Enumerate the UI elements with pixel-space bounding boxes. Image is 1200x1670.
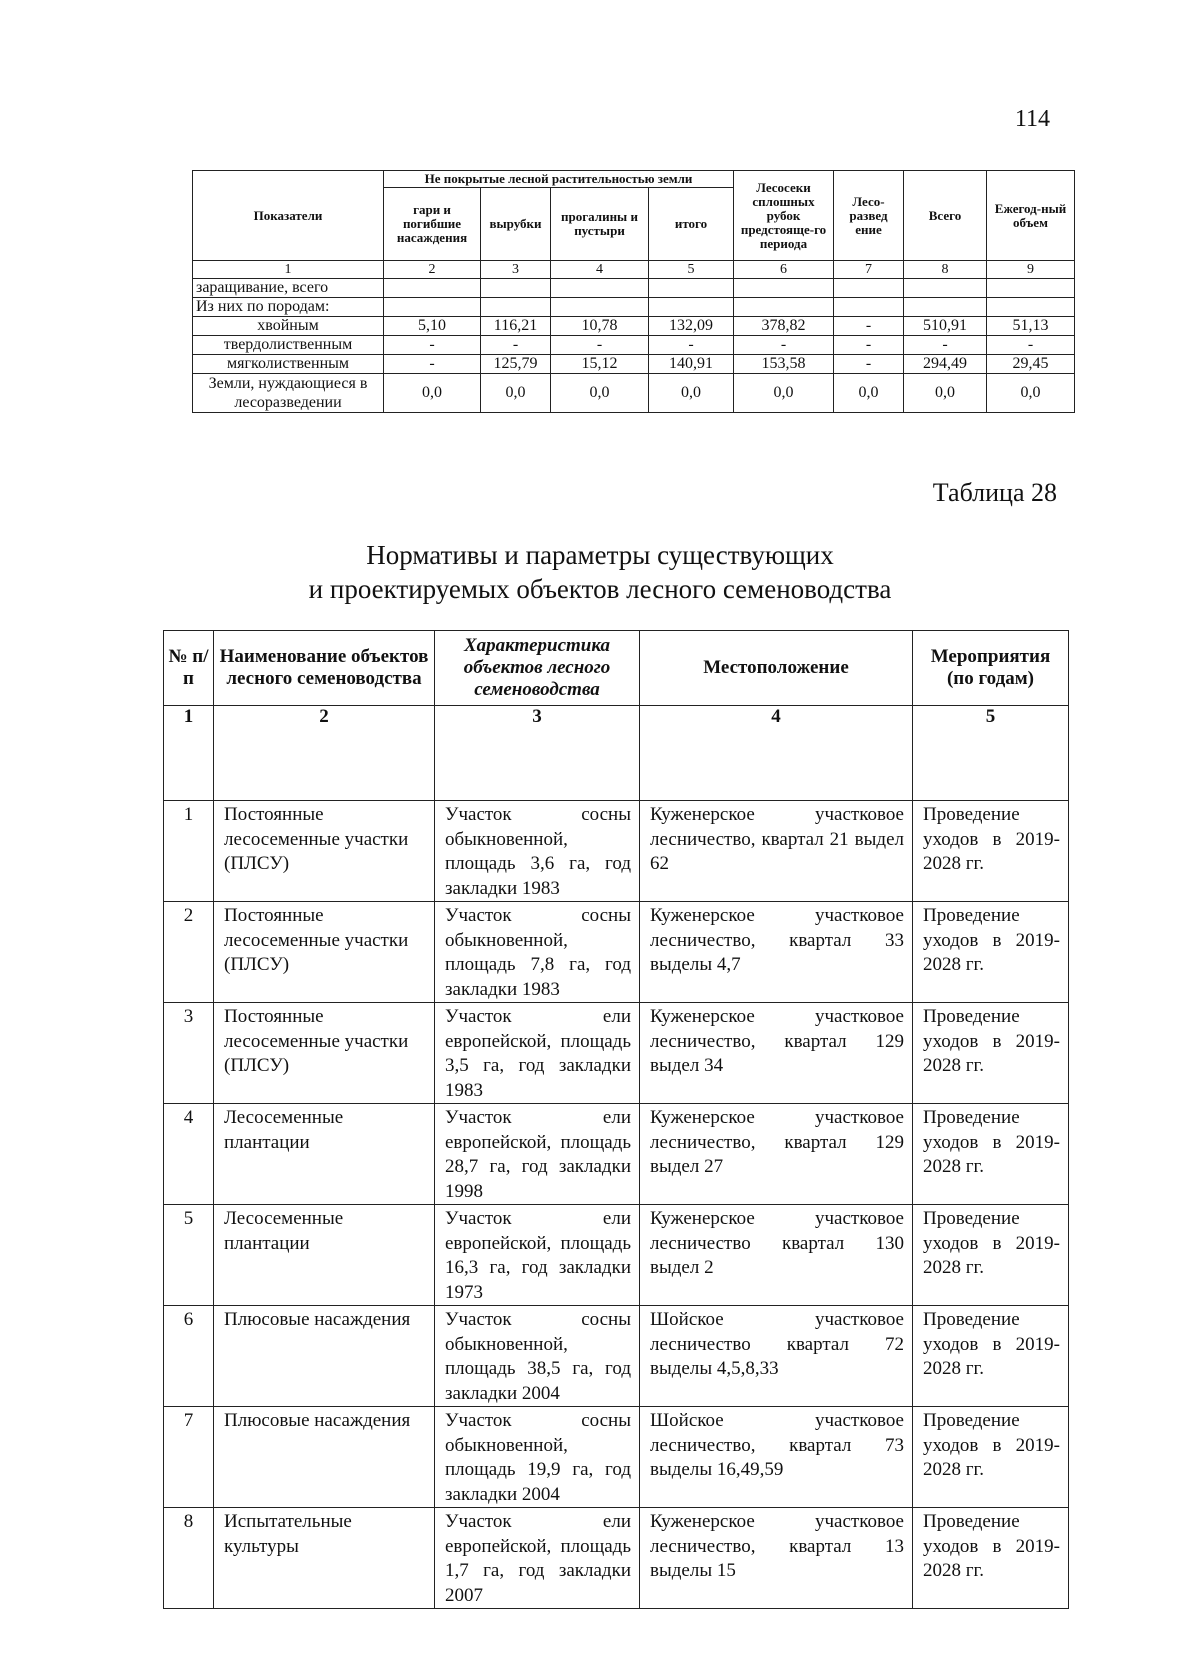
cell: - (834, 317, 904, 336)
cell: - (834, 355, 904, 374)
cell: - (481, 336, 551, 355)
header-burnt: гари и погибшие насаждения (384, 188, 481, 261)
object-measures: Проведение уходов в 2019-2028 гг. (913, 1003, 1069, 1104)
row-number: 7 (164, 1407, 214, 1508)
table-title (0, 538, 1200, 606)
cell: 153,58 (734, 355, 834, 374)
object-measures: Проведение уходов в 2019-2028 гг. (913, 902, 1069, 1003)
object-measures: Проведение уходов в 2019-2028 гг. (913, 1104, 1069, 1205)
header-forest-growing: Лесо-развед ение (834, 171, 904, 261)
cell (481, 298, 551, 317)
row-label: мягколиственным (193, 355, 384, 374)
page-number: 114 (1014, 106, 1050, 132)
header-row (164, 631, 1069, 706)
cell: - (551, 336, 649, 355)
header-indicators: Показатели (193, 171, 384, 261)
cell: 0,0 (904, 374, 987, 413)
row-number: 1 (164, 801, 214, 902)
table-number: Таблица 28 (932, 478, 1057, 507)
cell: 5,10 (384, 317, 481, 336)
col-num: 4 (551, 261, 649, 279)
cell (904, 298, 987, 317)
header-clearings: вырубки (481, 188, 551, 261)
col-num: 5 (913, 706, 1069, 801)
object-location: Шойское участковое лесничество квартал 72 выделы 4,5,8,33 (640, 1306, 913, 1407)
cell: - (834, 336, 904, 355)
cell: 0,0 (551, 374, 649, 413)
cell: - (987, 336, 1075, 355)
object-characteristic: Участок сосны обыкновенной, площадь 7,8 га, год закладки 1983 (435, 902, 640, 1003)
cell (734, 279, 834, 298)
object-measures: Проведение уходов в 2019-2028 гг. (913, 1205, 1069, 1306)
cell (649, 298, 734, 317)
col-num: 8 (904, 261, 987, 279)
header-group: Не покрытые лесной растительностью земли (384, 171, 734, 188)
table-row (193, 355, 1075, 374)
cell (551, 279, 649, 298)
cell (734, 298, 834, 317)
cell: 0,0 (481, 374, 551, 413)
object-name: Постоянные лесосеменные участки (ПЛСУ) (214, 902, 435, 1003)
cell (551, 298, 649, 317)
cell: 510,91 (904, 317, 987, 336)
col-num: 2 (214, 706, 435, 801)
object-location: Куженерское участковое лесничество, квартал 129 выдел 34 (640, 1003, 913, 1104)
object-name: Лесосеменные плантации (214, 1205, 435, 1306)
row-label: Из них по породам: (193, 298, 384, 317)
header-cell: Местоположение (640, 631, 913, 706)
object-measures: Проведение уходов в 2019-2028 гг. (913, 1508, 1069, 1609)
row-number: 3 (164, 1003, 214, 1104)
cell: 0,0 (649, 374, 734, 413)
column-number-row (164, 706, 1069, 801)
row-label: твердолиственным (193, 336, 384, 355)
col-num: 4 (640, 706, 913, 801)
object-characteristic: Участок сосны обыкновенной, площадь 19,9 га, год закладки 2004 (435, 1407, 640, 1508)
seed-objects-table (163, 630, 1069, 1609)
cell: 125,79 (481, 355, 551, 374)
cell (384, 298, 481, 317)
table-title-line: Нормативы и параметры существующих (366, 540, 834, 570)
cell: - (384, 336, 481, 355)
object-name: Плюсовые насаждения (214, 1306, 435, 1407)
object-location: Куженерское участковое лесничество, квартал 33 выделы 4,7 (640, 902, 913, 1003)
header-total: итого (649, 188, 734, 261)
cell: 0,0 (834, 374, 904, 413)
object-characteristic: Участок ели европейской, площадь 1,7 га, год закладки 2007 (435, 1508, 640, 1609)
object-location: Куженерское участковое лесничество, квартал 13 выделы 15 (640, 1508, 913, 1609)
cell (649, 279, 734, 298)
cell (834, 279, 904, 298)
header-row (193, 171, 1075, 188)
object-location: Куженерское участковое лесничество квартал 130 выдел 2 (640, 1205, 913, 1306)
header-cutting-areas: Лесосеки сплошных рубок предстояще-го периода (734, 171, 834, 261)
cell: 116,21 (481, 317, 551, 336)
object-characteristic: Участок ели европейской, площадь 28,7 га, год закладки 1998 (435, 1104, 640, 1205)
object-name: Лесосеменные плантации (214, 1104, 435, 1205)
object-location: Куженерское участковое лесничество, квартал 129 выдел 27 (640, 1104, 913, 1205)
header-all: Всего (904, 171, 987, 261)
table-row (164, 1508, 1069, 1609)
table-row (193, 336, 1075, 355)
table-row (193, 317, 1075, 336)
object-characteristic: Участок ели европейской, площадь 3,5 га, год закладки 1983 (435, 1003, 640, 1104)
table-row (164, 1104, 1069, 1205)
header-cell: Характеристика объектов лесного семеноводства (435, 631, 640, 706)
col-num: 7 (834, 261, 904, 279)
cell: - (384, 355, 481, 374)
cell (834, 298, 904, 317)
cell: 29,45 (987, 355, 1075, 374)
object-characteristic: Участок сосны обыкновенной, площадь 3,6 га, год закладки 1983 (435, 801, 640, 902)
cell: 10,78 (551, 317, 649, 336)
object-location: Шойское участковое лесничество, квартал 73 выделы 16,49,59 (640, 1407, 913, 1508)
col-num: 3 (435, 706, 640, 801)
header-cell: Мероприятия (по годам) (913, 631, 1069, 706)
object-name: Постоянные лесосеменные участки (ПЛСУ) (214, 1003, 435, 1104)
cell: - (904, 336, 987, 355)
header-glades: прогалины и пустыри (551, 188, 649, 261)
row-number: 5 (164, 1205, 214, 1306)
row-number: 6 (164, 1306, 214, 1407)
table-row (164, 1407, 1069, 1508)
header-cell: Наименование объектов лесного семеноводства (214, 631, 435, 706)
cell (481, 279, 551, 298)
cell: 294,49 (904, 355, 987, 374)
col-num: 6 (734, 261, 834, 279)
column-number-row (193, 261, 1075, 279)
object-measures: Проведение уходов в 2019-2028 гг. (913, 801, 1069, 902)
row-label: хвойным (193, 317, 384, 336)
object-characteristic: Участок ели европейской, площадь 16,3 га, год закладки 1973 (435, 1205, 640, 1306)
cell: 0,0 (384, 374, 481, 413)
header-annual: Ежегод-ный объем (987, 171, 1075, 261)
col-num: 5 (649, 261, 734, 279)
col-num: 9 (987, 261, 1075, 279)
table-title-line: и проектируемых объектов лесного семеноводства (308, 574, 892, 604)
col-num: 1 (164, 706, 214, 801)
object-characteristic: Участок сосны обыкновенной, площадь 38,5 га, год закладки 2004 (435, 1306, 640, 1407)
col-num: 2 (384, 261, 481, 279)
object-measures: Проведение уходов в 2019-2028 гг. (913, 1306, 1069, 1407)
table-row (164, 902, 1069, 1003)
cell: 0,0 (987, 374, 1075, 413)
table-row (164, 801, 1069, 902)
table-row (193, 279, 1075, 298)
table-row (164, 1003, 1069, 1104)
table-row (193, 374, 1075, 413)
row-number: 2 (164, 902, 214, 1003)
cell: 140,91 (649, 355, 734, 374)
cell: 132,09 (649, 317, 734, 336)
object-location: Куженерское участковое лесничество, квартал 21 выдел 62 (640, 801, 913, 902)
object-name: Постоянные лесосеменные участки (ПЛСУ) (214, 801, 435, 902)
cell: 378,82 (734, 317, 834, 336)
row-number: 8 (164, 1508, 214, 1609)
row-label: Земли, нуждающиеся в лесоразведении (193, 374, 384, 413)
cell (987, 279, 1075, 298)
cell: 0,0 (734, 374, 834, 413)
header-cell: № п/п (164, 631, 214, 706)
cell (904, 279, 987, 298)
cell: 15,12 (551, 355, 649, 374)
table-row (193, 298, 1075, 317)
cell (384, 279, 481, 298)
land-table (192, 170, 1075, 413)
object-name: Плюсовые насаждения (214, 1407, 435, 1508)
table-row (164, 1306, 1069, 1407)
row-number: 4 (164, 1104, 214, 1205)
row-label: заращивание, всего (193, 279, 384, 298)
col-num: 3 (481, 261, 551, 279)
cell: - (649, 336, 734, 355)
col-num: 1 (193, 261, 384, 279)
cell: - (734, 336, 834, 355)
object-name: Испытательные культуры (214, 1508, 435, 1609)
table-row (164, 1205, 1069, 1306)
cell (987, 298, 1075, 317)
object-measures: Проведение уходов в 2019-2028 гг. (913, 1407, 1069, 1508)
cell: 51,13 (987, 317, 1075, 336)
